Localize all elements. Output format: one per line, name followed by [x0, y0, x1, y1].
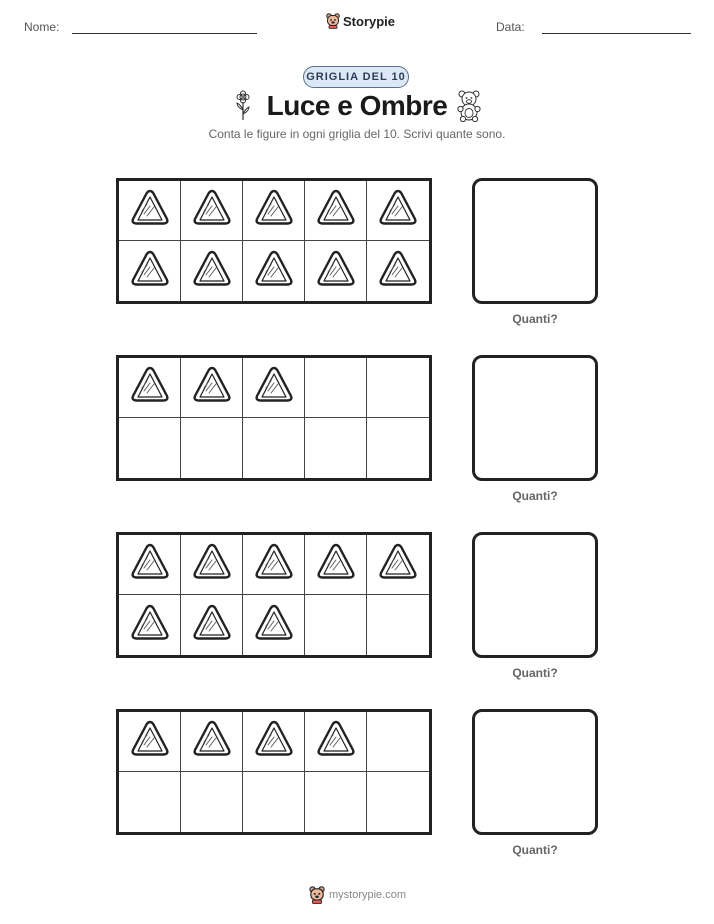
frame-cell	[119, 418, 181, 478]
frame-cell	[367, 535, 429, 595]
frame-cell	[367, 712, 429, 772]
frame-cell	[305, 358, 367, 418]
answer-box-1[interactable]	[472, 178, 598, 304]
frame-cell	[367, 358, 429, 418]
ten-frame-3	[116, 532, 432, 658]
logo	[326, 13, 395, 29]
frame-cell	[119, 181, 181, 241]
frame-cell	[305, 418, 367, 478]
ten-frame-2	[116, 355, 432, 481]
answer-label: Quanti?	[512, 312, 558, 326]
frame-cell	[243, 772, 305, 832]
frame-cell	[119, 535, 181, 595]
frame-cell	[367, 595, 429, 655]
instructions: Conta le figure in ogni griglia del 10. Scrivi quante sono.	[208, 127, 506, 141]
page-title: Luce e Ombre	[266, 90, 448, 121]
triangle-icon	[252, 186, 296, 235]
bear-logo-icon	[309, 886, 325, 904]
triangle-icon	[252, 363, 296, 412]
frame-cell	[305, 595, 367, 655]
frame-cell	[243, 241, 305, 301]
frame-cell	[119, 772, 181, 832]
frame-cell	[119, 595, 181, 655]
triangle-icon	[314, 247, 358, 296]
frame-cell	[181, 418, 243, 478]
frame-cell	[367, 418, 429, 478]
frame-cell	[181, 241, 243, 301]
frame-cell	[367, 772, 429, 832]
frame-cell	[305, 241, 367, 301]
triangle-icon	[190, 247, 234, 296]
frame-cell	[305, 181, 367, 241]
triangle-icon	[128, 247, 172, 296]
answer-label: Quanti?	[512, 843, 558, 857]
frame-cell	[119, 712, 181, 772]
frame-cell	[181, 595, 243, 655]
footer-url: mystorypie.com	[329, 889, 407, 901]
frame-cell	[243, 595, 305, 655]
frame-cell	[181, 181, 243, 241]
triangle-icon	[252, 540, 296, 589]
answer-box-4[interactable]	[472, 709, 598, 835]
frame-cell	[243, 181, 305, 241]
triangle-icon	[252, 601, 296, 650]
frame-cell	[243, 358, 305, 418]
worksheet-badge: GRIGLIA DEL 10	[303, 66, 409, 88]
name-label: Nome:	[24, 20, 60, 34]
frame-cell	[181, 712, 243, 772]
triangle-icon	[128, 186, 172, 235]
answer-box-2[interactable]	[472, 355, 598, 481]
triangle-icon	[376, 247, 420, 296]
date-label: Data:	[496, 20, 525, 34]
frame-cell	[367, 181, 429, 241]
frame-cell	[305, 535, 367, 595]
triangle-icon	[376, 186, 420, 235]
triangle-icon	[190, 186, 234, 235]
frame-cell	[243, 535, 305, 595]
frame-cell	[119, 358, 181, 418]
ten-frame-4	[116, 709, 432, 835]
triangle-icon	[314, 717, 358, 766]
teddy-bear-icon	[456, 90, 482, 122]
answer-label: Quanti?	[512, 489, 558, 503]
triangle-icon	[252, 717, 296, 766]
name-line[interactable]	[72, 33, 257, 34]
frame-cell	[367, 241, 429, 301]
ten-frame-1	[116, 178, 432, 304]
frame-cell	[119, 241, 181, 301]
frame-cell	[243, 712, 305, 772]
logo-text: Storypie	[343, 13, 396, 29]
triangle-icon	[190, 601, 234, 650]
triangle-icon	[314, 186, 358, 235]
frame-cell	[305, 712, 367, 772]
frame-cell	[243, 418, 305, 478]
date-line[interactable]	[542, 33, 691, 34]
frame-cell	[305, 772, 367, 832]
triangle-icon	[376, 540, 420, 589]
frame-cell	[181, 772, 243, 832]
triangle-icon	[128, 717, 172, 766]
triangle-icon	[190, 363, 234, 412]
bear-logo-icon	[326, 13, 340, 29]
triangle-icon	[190, 540, 234, 589]
triangle-icon	[128, 601, 172, 650]
footer	[309, 886, 406, 904]
triangle-icon	[252, 247, 296, 296]
answer-label: Quanti?	[512, 666, 558, 680]
triangle-icon	[128, 540, 172, 589]
frame-cell	[181, 358, 243, 418]
frame-cell	[181, 535, 243, 595]
answer-box-3[interactable]	[472, 532, 598, 658]
triangle-icon	[128, 363, 172, 412]
triangle-icon	[190, 717, 234, 766]
triangle-icon	[314, 540, 358, 589]
